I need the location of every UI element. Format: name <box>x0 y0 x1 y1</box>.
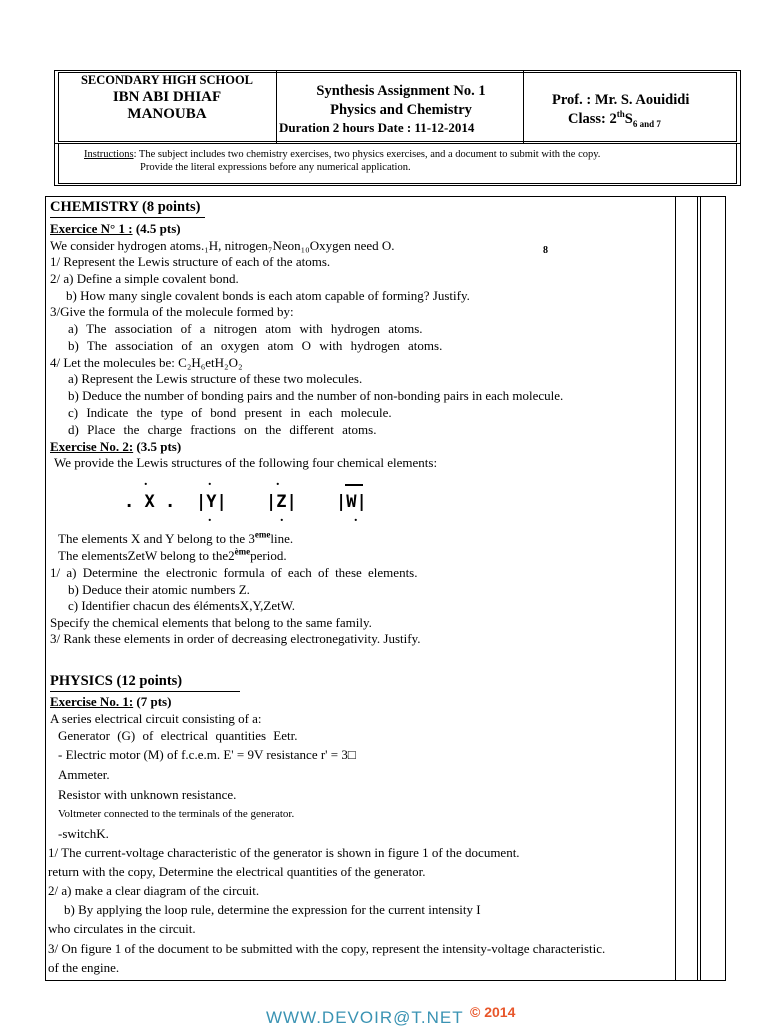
footer-site: WWW.DEVOIR@T.NET <box>266 1008 464 1027</box>
q2b: b) How many single covalent bonds is each atom capable of forming? Justify. <box>66 288 470 303</box>
lewis-z-top-dot: . <box>276 474 280 489</box>
q3: 3/Give the formula of the molecule formed by: <box>50 304 294 319</box>
chemistry-heading-rule <box>50 217 205 218</box>
lewis-z: |Z| <box>266 492 297 512</box>
title-line2: Physics and Chemistry <box>330 102 472 118</box>
lewis-y-bottom-dot: . <box>208 510 212 525</box>
lewis-x-top-dot: . <box>144 474 148 489</box>
lewis-y-top-dot: . <box>208 474 212 489</box>
p11: who circulates in the circuit. <box>48 921 196 936</box>
p3: Ammeter. <box>58 767 110 782</box>
p10: b) By applying the loop rule, determine the expression for the current intensity I <box>64 902 481 917</box>
lewis-w-bottom-dot: . <box>354 510 358 525</box>
p5: Voltmeter connected to the terminals of the generator. <box>58 808 295 820</box>
school-name <box>60 72 274 123</box>
ex2-intro: We provide the Lewis structures of the following four chemical elements: <box>54 455 438 470</box>
elements-zw: The elementsZetW belong to the2èmeperiod. <box>58 546 287 563</box>
side-number: 8 <box>543 245 548 256</box>
p12: 3/ On figure 1 of the document to be submitted with the copy, represent the intensity-voltage characteristic. <box>48 941 606 956</box>
lewis-w: |W| <box>336 492 367 512</box>
e1c: c) Identifier chacun des élémentsX,Y,ZetW. <box>68 598 296 613</box>
title-line1: Synthesis Assignment No. 1 <box>316 83 486 99</box>
q3b: b) The association of an oxygen atom O with hydrogen atoms. <box>68 338 443 353</box>
prof-name: Prof. : Mr. S. Aouididi <box>552 92 690 108</box>
margin-col-line3 <box>700 196 701 981</box>
q2a: 2/ a) Define a simple covalent bond. <box>50 271 239 286</box>
school-line2: IBN ABI DHIAF <box>112 89 222 105</box>
p0: A series electrical circuit consisting of a: <box>50 711 262 726</box>
assignment-title <box>280 82 522 120</box>
margin-col-line2 <box>697 196 698 981</box>
lewis-w-top-bar <box>345 484 363 486</box>
q4a: a) Represent the Lewis structure of these two molecules. <box>68 371 363 386</box>
physics-heading: PHYSICS (12 points) <box>50 673 183 689</box>
chemistry-heading: CHEMISTRY (8 points) <box>50 199 201 215</box>
elements-xy: The elements X and Y belong to the 3emeline. <box>58 529 294 546</box>
q4c: c) Indicate the type of bond present in each molecule. <box>68 405 392 420</box>
p6: -switchK. <box>58 826 109 841</box>
school-line1: SECONDARY HIGH SCHOOL <box>80 73 254 87</box>
p2: - Electric motor (M) of f.c.e.m. E' = 9V resistance r' = 3□ <box>58 747 356 762</box>
duration-date: Duration 2 hours Date : 11-12-2014 <box>279 120 475 135</box>
lewis-z-bottom-dot: . <box>280 510 284 525</box>
q4b: b) Deduce the number of bonding pairs and the number of non-bonding pairs in each molecule. <box>68 388 564 403</box>
school-line3: MANOUBA <box>127 106 207 122</box>
e3: 3/ Rank these elements in order of decreasing electronegativity. Justify. <box>50 631 421 646</box>
phys-ex1-title: Exercise No. 1: (7 pts) <box>50 694 172 709</box>
footer-year: © 2014 <box>470 1004 516 1020</box>
margin-col-line1 <box>675 196 676 981</box>
lewis-y: |Y| <box>196 492 227 512</box>
p13: of the engine. <box>48 960 120 975</box>
p1: Generator (G) of electrical quantities Eetr. <box>58 728 298 743</box>
e2: Specify the chemical elements that belong to the same family. <box>50 615 372 630</box>
q4: 4/ Let the molecules be: C₂H₆etH₂O₂ <box>50 355 243 370</box>
e1b: b) Deduce their atomic numbers Z. <box>68 582 250 597</box>
instructions-line2: Provide the literal expressions before any numerical application. <box>140 162 411 173</box>
instructions-line1: Instructions: The subject includes two chemistry exercises, two physics exercises, and a document to submit with the copy. <box>84 149 601 160</box>
p4: Resistor with unknown resistance. <box>58 787 237 802</box>
e1a: 1/ a) Determine the electronic formula of each of these elements. <box>50 565 418 580</box>
q4d: d) Place the charge fractions on the different atoms. <box>68 422 377 437</box>
ex1-intro: We consider hydrogen atoms.₁H, nitrogen₇Neon₁₀Oxygen need O. <box>50 238 395 253</box>
ex2-title: Exercise No. 2: (3.5 pts) <box>50 439 182 454</box>
q1: 1/ Represent the Lewis structure of each of the atoms. <box>50 254 331 269</box>
class-info: Class: $2thS_{6 and 7}$ <box>568 109 661 129</box>
q3a: a) The association of a nitrogen atom with hydrogen atoms. <box>68 321 423 336</box>
physics-heading-rule <box>50 691 240 692</box>
lewis-x: . X . <box>124 492 176 512</box>
p9: 2/ a) make a clear diagram of the circuit. <box>48 883 260 898</box>
prof-info <box>552 91 689 129</box>
p8: return with the copy, Determine the electrical quantities of the generator. <box>48 864 426 879</box>
p7: 1/ The current-voltage characteristic of the generator is shown in figure 1 of the document. <box>48 845 520 860</box>
ex1-title: Exercice N° 1 : (4.5 pts) <box>50 221 181 236</box>
